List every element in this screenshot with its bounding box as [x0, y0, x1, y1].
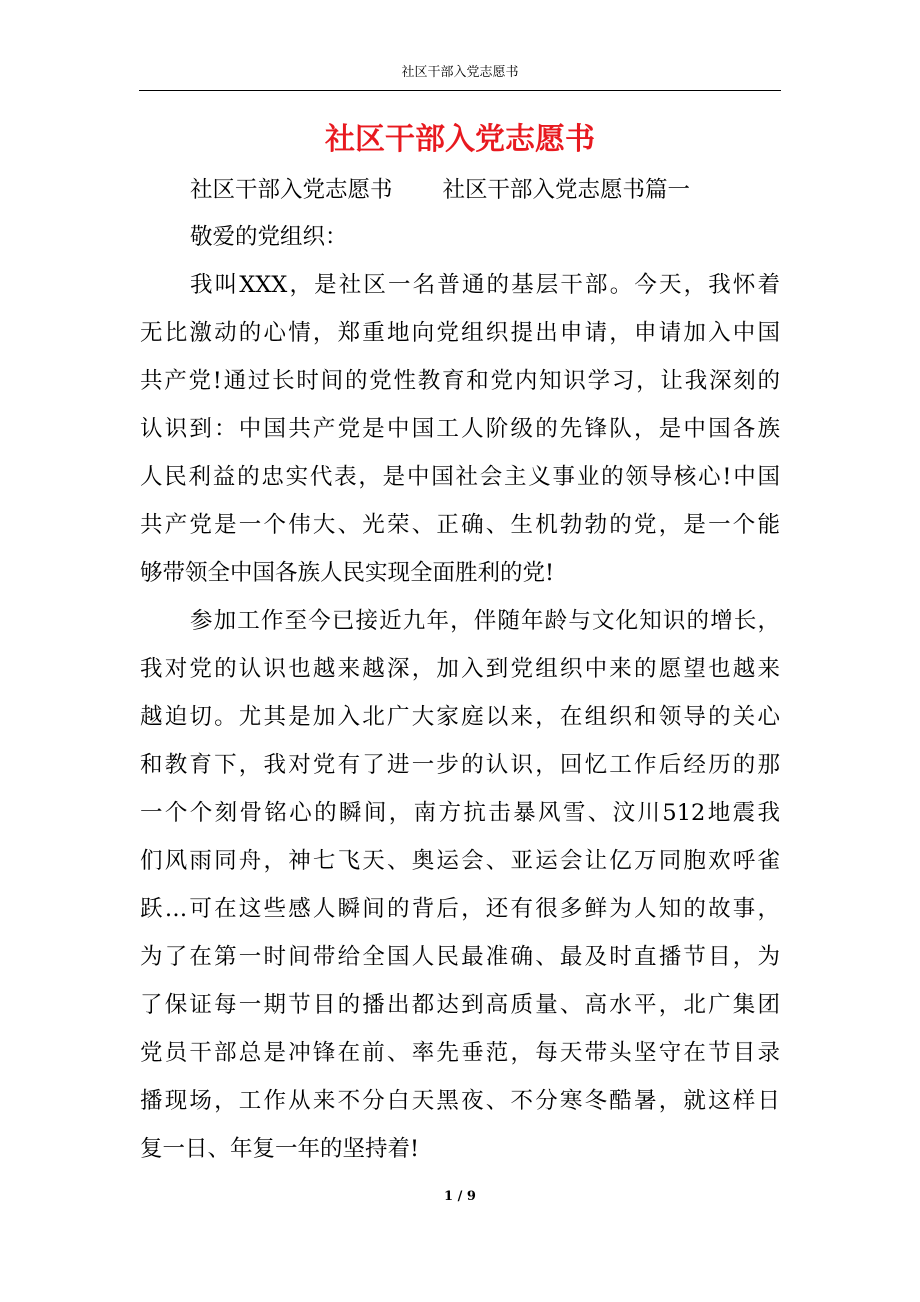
page-number: 1 / 9: [444, 1189, 476, 1204]
paragraph-line: 为了在第一时间带给全国人民最准确、最及时直播节目，为: [140, 944, 780, 970]
paragraph-line: 越迫切。尤其是加入北广大家庭以来，在组织和领导的关心: [140, 704, 780, 730]
subtitle-right: 社区干部入党志愿书篇一: [442, 177, 691, 203]
paragraph-line: 党员干部总是冲锋在前、率先垂范，每天带头坚守在节目录: [140, 1040, 780, 1066]
document-title: 社区干部入党志愿书: [325, 122, 595, 157]
paragraph-line: 共产党是一个伟大、光荣、正确、生机勃勃的党，是一个能: [140, 512, 780, 538]
subtitle-line: [190, 174, 780, 206]
paragraph-line: 认识到：中国共产党是中国工人阶级的先锋队，是中国各族: [140, 416, 780, 442]
paragraph-line: 播现场，工作从来不分白天黑夜、不分寒冬酷暑，就这样日: [140, 1088, 780, 1114]
paragraph-line: 我对党的认识也越来越深，加入到党组织中来的愿望也越来: [140, 656, 780, 682]
paragraph-line: 人民利益的忠实代表，是中国社会主义事业的领导核心!中国: [140, 464, 780, 490]
paragraph-line: 够带领全中国各族人民实现全面胜利的党!: [140, 560, 555, 586]
header-rule: [139, 90, 781, 91]
paragraph-line: 无比激动的心情，郑重地向党组织提出申请，申请加入中国: [140, 320, 780, 346]
paragraph-line: 共产党!通过长时间的党性教育和党内知识学习，让我深刻的: [140, 368, 780, 394]
paragraph-line: 和教育下，我对党有了进一步的认识，回忆工作后经历的那: [140, 752, 780, 778]
paragraph-line: 一个个刻骨铭心的瞬间，南方抗击暴风雪、汶川512地震我: [140, 800, 780, 826]
running-header: 社区干部入党志愿书: [401, 65, 519, 80]
salutation: 敬爱的党组织：: [190, 224, 348, 250]
paragraph-line: 我叫XXX，是社区一名普通的基层干部。今天，我怀着: [190, 272, 780, 298]
paragraph-line: 们风雨同舟，神七飞天、奥运会、亚运会让亿万同胞欢呼雀: [140, 848, 780, 874]
paragraph-line: 了保证每一期节目的播出都达到高质量、高水平，北广集团: [140, 992, 780, 1018]
paragraph-line: 复一日、年复一年的坚持着!: [140, 1136, 420, 1162]
paragraph-line: 参加工作至今已接近九年，伴随年龄与文化知识的增长，: [190, 608, 780, 634]
paragraph-line: 跃…可在这些感人瞬间的背后，还有很多鲜为人知的故事，: [140, 896, 780, 922]
subtitle-left: 社区干部入党志愿书: [190, 177, 393, 203]
